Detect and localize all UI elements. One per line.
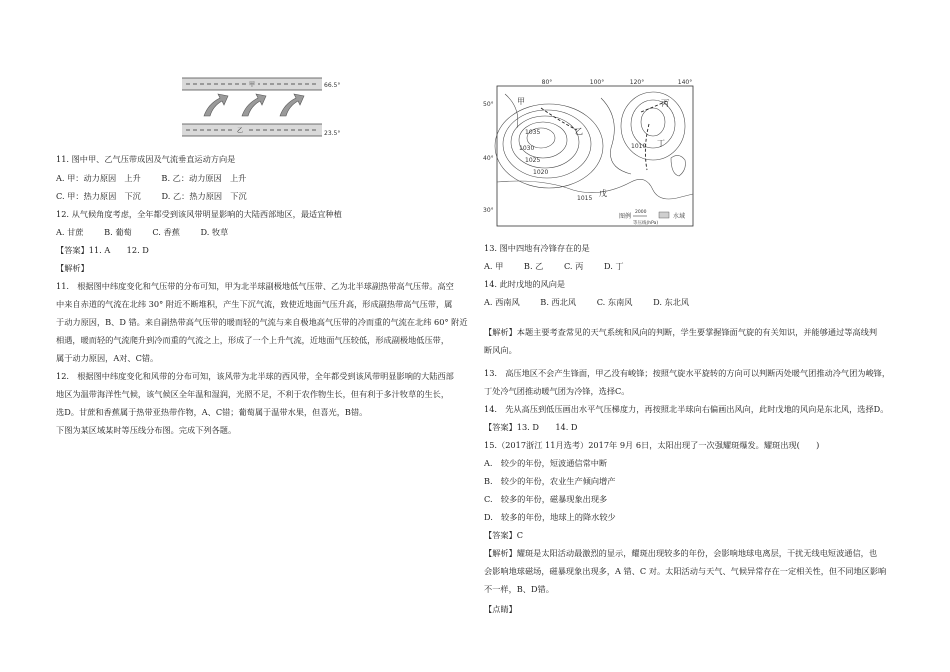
option-14b: B. 西北风 xyxy=(540,297,577,307)
place-jia: 甲 xyxy=(517,97,525,106)
option-15d: D. 较多的年份，地球上的降水较少 xyxy=(484,512,616,522)
option-12d: D. 牧草 xyxy=(200,227,229,237)
legend-isobar-note: 等压线(hPa) xyxy=(633,221,659,226)
explanation-11-line: 属于动力原因，A对、C错。 xyxy=(56,353,159,363)
isobar-label: 1035 xyxy=(525,129,541,136)
place-bing: 丙 xyxy=(661,99,669,108)
analysis-15-line: 会影响地球磁场，磁暴现象出现多，A 错、C 对。太阳活动与天气、气候异常存在一定相关性，但不同地区影响 xyxy=(484,566,887,576)
analysis-15-line: 不一样，B、D错。 xyxy=(484,584,554,594)
analysis-13-14-line: 【解析】本题主要考查常见的天气系统和风向的判断，学生要掌握锋面气旋的有关知识，并能够通过等高线判 xyxy=(484,327,878,337)
question-13-options xyxy=(484,261,642,272)
explanation-11-line: 相遇，暖而轻的气流爬升到冷而重的气流之上，形成了一个上升气流，近地面气压较低，形成副极地低压带， xyxy=(56,335,450,345)
option-12a: A. 甘蔗 xyxy=(56,227,84,237)
belt-top-label: 甲 xyxy=(248,81,256,89)
analysis-title: 【解析】 xyxy=(56,263,89,273)
option-15b: B. 较少的年份，农业生产倾向增产 xyxy=(484,476,616,486)
legend-title: 图例 xyxy=(619,213,632,220)
analysis-13-14-line: 断风向。 xyxy=(484,345,517,355)
explanation-11-line: 中来自赤道的气流在北纬 30° 附近不断堆积，产生下沉气流，致使近地面气压升高，形成副热带高气压带，属 xyxy=(56,299,453,309)
answer-15: 【答案】C xyxy=(484,530,524,540)
explanation-13-line: 13. 高压地区不会产生锋面，甲乙没有峻锋；按照气旋水平旋转的方向可以判断丙处暖气团推动冷气团为峻锋， xyxy=(484,368,891,378)
place-wu: 戊 xyxy=(599,189,607,198)
question-11-options-cd xyxy=(56,191,265,202)
lat-label: 50° xyxy=(483,101,494,108)
option-13b: B. 乙 xyxy=(523,261,544,271)
option-13c: C. 丙 xyxy=(563,261,584,271)
map-intro: 下图为某区域某时等压线分布图。完成下列各题。 xyxy=(56,425,237,435)
question-15: 15.（2017浙江 11月选考）2017年 9月 6日，太阳出现了一次强耀斑爆发。耀斑出现( ) xyxy=(484,440,820,450)
option-12c: C. 香蕉 xyxy=(152,227,180,237)
isobar-label: 1030 xyxy=(519,145,535,152)
isobar-label: 1025 xyxy=(525,157,541,164)
answer-13-14: 【答案】13. D 14. D xyxy=(484,422,578,432)
explanation-12-line: 选D。甘蔗和香蕉属于热带亚热带作物，A、C错；葡萄属于温带水果，但喜光，B错。 xyxy=(56,407,368,417)
option-11a: A. 甲：动力原因 上升 xyxy=(56,173,141,183)
option-14a: A. 西南风 xyxy=(484,297,520,307)
explanation-13-line: 丁处冷气团推动暖气团为冷锋，选择C。 xyxy=(484,386,630,396)
lat-bottom: 23.5° xyxy=(324,130,341,137)
analysis-15-line: 【解析】耀斑是太阳活动最激烈的显示，耀斑出现较多的年份，会影响地球电离层，干扰无线电短波通信，也 xyxy=(484,548,878,558)
legend-water: 水域 xyxy=(673,213,686,220)
arrow-icon xyxy=(204,94,304,116)
isobar-map xyxy=(481,78,701,238)
place-ding: 丁 xyxy=(657,139,665,148)
option-14c: C. 东南风 xyxy=(596,297,633,307)
explanation-12-line: 12. 根据图中纬度变化和风带的分布可知，该风带为北半球的西风带，全年都受到该风带明显影响的大陆西部 xyxy=(56,371,454,381)
lon-label: 140° xyxy=(677,79,693,86)
explanation-11-line: 11. 根据图中纬度变化和气压带的分布可知，甲为北半球副极地低气压带、乙为北半球副热带高气压带。高空 xyxy=(56,281,454,291)
option-15c: C. 较多的年份，磁暴现象出现多 xyxy=(484,494,608,504)
question-14: 14. 此时戊地的风向是 xyxy=(484,279,566,289)
lat-top: 66.5° xyxy=(324,82,341,89)
explanation-11-line: 于动力原因，B、D 错。来自副热带高气压带的暖而轻的气流与来自极地高气压带的冷而重的气流在北纬 60° 附近 xyxy=(56,317,468,327)
pressure-belt-figure xyxy=(182,76,352,140)
option-11c: C. 甲：热力原因 下沉 xyxy=(56,191,141,201)
isobar-label: 1015 xyxy=(577,195,593,202)
question-14-options xyxy=(484,297,707,308)
option-12b: B. 葡萄 xyxy=(104,227,132,237)
tips-title: 【点睛】 xyxy=(484,604,517,614)
question-11-options-ab xyxy=(56,173,264,184)
question-12: 12. 从气候角度考虑，全年都受到该风带明显影响的大陆西部地区，最适宜种植 xyxy=(56,209,342,219)
explanation-12-line: 地区为温带海洋性气候，该气候区全年温和湿润，光照不足，不利于农作物生长，但有利于多汁牧草的生长， xyxy=(56,389,450,399)
isobar-label: 1010 xyxy=(631,143,647,150)
lat-label: 30° xyxy=(483,207,494,214)
option-11d: D. 乙：热力原因 下沉 xyxy=(161,191,247,201)
option-11b: B. 乙：动力原因 上升 xyxy=(161,173,247,183)
place-yi: 乙 xyxy=(575,127,583,136)
question-11: 11. 图中甲、乙气压带成因及气流垂直运动方向是 xyxy=(56,154,236,164)
question-12-options xyxy=(56,227,246,238)
lon-label: 120° xyxy=(629,79,645,86)
lat-label: 40° xyxy=(483,155,494,162)
lon-label: 80° xyxy=(541,79,553,86)
option-13d: D. 丁 xyxy=(603,261,624,271)
belt-bottom-label: 乙 xyxy=(236,127,244,135)
answer-11-12: 【答案】11. A 12. D xyxy=(56,245,149,255)
option-15a: A. 较少的年份，短波通信常中断 xyxy=(484,458,608,468)
explanation-14: 14. 先从高压到低压画出水平气压梯度力，再按照北半球向右偏画出风向，此时戊地的风向是东北风，选择D。 xyxy=(484,404,889,414)
legend-isobar: 2000 xyxy=(635,210,647,215)
isobar-label: 1020 xyxy=(533,169,549,176)
option-13a: A. 甲 xyxy=(484,261,504,271)
lon-label: 100° xyxy=(589,79,605,86)
right-column xyxy=(475,0,950,672)
question-13: 13. 图中四地有冷锋存在的是 xyxy=(484,243,590,253)
option-14d: D. 东北风 xyxy=(653,297,690,307)
